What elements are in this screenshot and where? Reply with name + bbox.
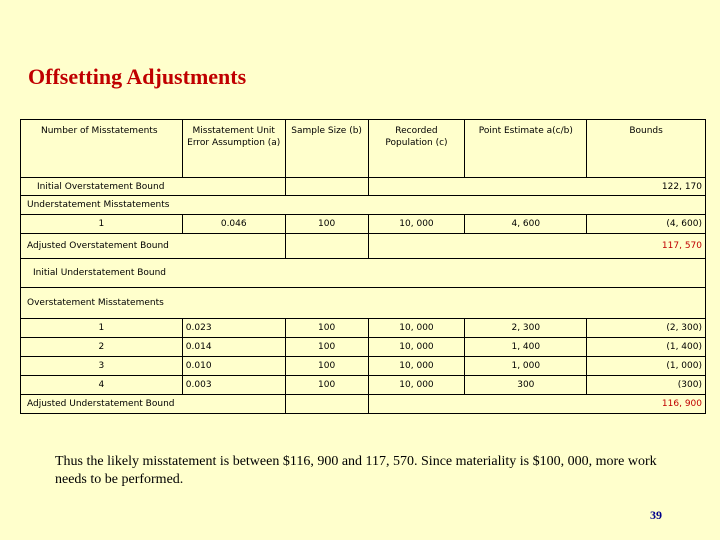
over-bounds: (1, 400) (587, 338, 706, 357)
over-sample: 100 (285, 376, 368, 395)
over-error: 0.014 (182, 338, 285, 357)
adjusted-over-bound: 117, 570 (368, 234, 705, 259)
adjusted-under-label: Adjusted Understatement Bound (21, 395, 286, 414)
initial-over-bound: 122, 170 (368, 178, 705, 196)
header-row (21, 120, 706, 178)
header-population: Recorded Population (c) (368, 120, 465, 178)
over-error: 0.010 (182, 357, 285, 376)
adjusted-under-row (21, 395, 706, 414)
table-row (21, 357, 706, 376)
over-label-row (21, 288, 706, 319)
adjusted-under-bound: 116, 900 (368, 395, 705, 414)
header-sample: Sample Size (b) (285, 120, 368, 178)
over-num: 4 (21, 376, 183, 395)
initial-under-row (21, 259, 706, 288)
conclusion-text: Thus the likely misstatement is between $116, 900 and 117, 570. Since materiality is $100, 000, more work needs to be performed. (55, 454, 657, 487)
under-label: Understatement Misstatements (21, 196, 706, 215)
page-number: 39 (650, 508, 662, 522)
initial-over-label: Initial Overstatement Bound (21, 178, 286, 196)
over-label: Overstatement Misstatements (21, 288, 706, 319)
header-point: Point Estimate a(c/b) (465, 120, 587, 178)
over-point: 300 (465, 376, 587, 395)
over-bounds: (2, 300) (587, 319, 706, 338)
over-population: 10, 000 (368, 338, 465, 357)
under-num: 1 (21, 215, 183, 234)
table-row (21, 319, 706, 338)
header-error: Misstatement Unit Error Assumption (a) (182, 120, 285, 178)
slide-title: Offsetting Adjustments (28, 64, 247, 89)
table-row (21, 215, 706, 234)
adjustments-table (20, 119, 706, 414)
over-bounds: (300) (587, 376, 706, 395)
over-num: 3 (21, 357, 183, 376)
adjusted-over-label: Adjusted Overstatement Bound (21, 234, 286, 259)
adjusted-over-row (21, 234, 706, 259)
initial-over-row (21, 178, 706, 196)
over-sample: 100 (285, 338, 368, 357)
over-population: 10, 000 (368, 357, 465, 376)
under-point: 4, 600 (465, 215, 587, 234)
under-error: 0.046 (182, 215, 285, 234)
over-num: 2 (21, 338, 183, 357)
over-point: 1, 000 (465, 357, 587, 376)
over-error: 0.023 (182, 319, 285, 338)
table-row (21, 338, 706, 357)
over-error: 0.003 (182, 376, 285, 395)
over-bounds: (1, 000) (587, 357, 706, 376)
over-sample: 100 (285, 319, 368, 338)
header-bounds: Bounds (587, 120, 706, 178)
over-sample: 100 (285, 357, 368, 376)
over-population: 10, 000 (368, 376, 465, 395)
under-label-row (21, 196, 706, 215)
table-row (21, 376, 706, 395)
over-point: 2, 300 (465, 319, 587, 338)
initial-under-label: Initial Understatement Bound (21, 259, 706, 288)
under-bounds: (4, 600) (587, 215, 706, 234)
under-population: 10, 000 (368, 215, 465, 234)
over-num: 1 (21, 319, 183, 338)
under-sample: 100 (285, 215, 368, 234)
over-point: 1, 400 (465, 338, 587, 357)
over-population: 10, 000 (368, 319, 465, 338)
header-misstatements: Number of Misstatements (21, 120, 183, 178)
